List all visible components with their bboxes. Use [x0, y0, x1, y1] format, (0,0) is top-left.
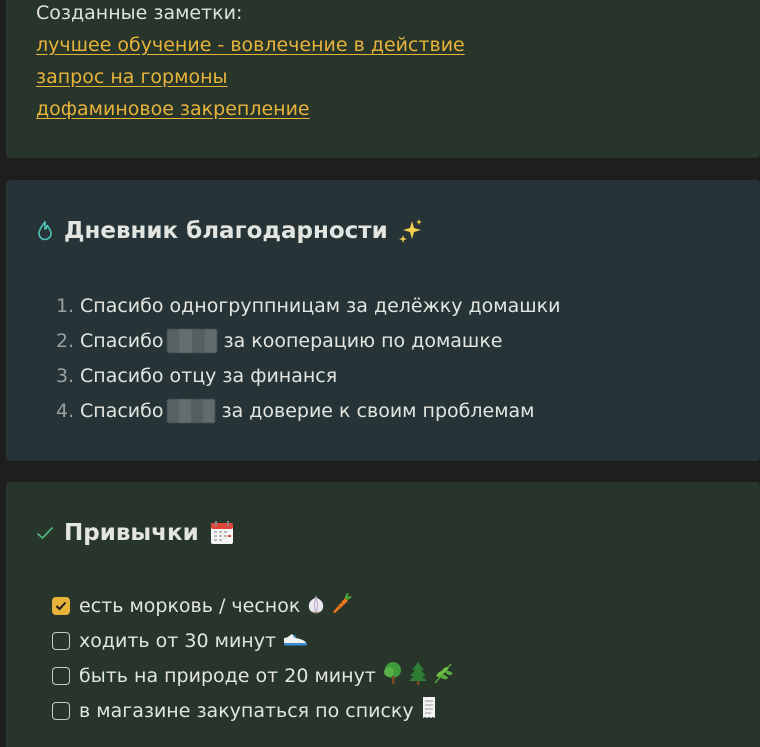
task-label: в магазине закупаться по списку: [79, 699, 414, 722]
list-text: Спасибо: [80, 329, 164, 352]
habits-heading: [34, 518, 235, 548]
redacted-name: [167, 329, 217, 353]
receipt-icon: [420, 696, 438, 725]
task-checkbox-checked[interactable]: [52, 597, 70, 615]
habits-task-list: [52, 588, 454, 728]
checkmark-icon: [34, 522, 56, 544]
herb-icon: [432, 661, 454, 690]
task-item: [52, 658, 454, 693]
task-label: быть на природе от 20 минут: [79, 664, 376, 687]
habits-heading-text: Привычки: [64, 520, 199, 546]
redacted-name: [167, 399, 215, 423]
task-item: [52, 693, 454, 728]
deciduous-tree-icon: [382, 661, 404, 690]
task-emoji-group: [306, 592, 352, 619]
water-drop-icon: [34, 220, 56, 242]
task-emoji-group: [382, 661, 454, 690]
list-number: 4.: [56, 399, 75, 422]
task-label: есть морковь / чеснок: [79, 594, 301, 617]
list-item: [56, 393, 560, 428]
habits-card: [6, 482, 760, 747]
task-emoji-group: [420, 696, 438, 725]
garlic-icon: [306, 592, 326, 619]
created-notes-card: [6, 0, 760, 158]
sneaker-icon: [282, 630, 308, 652]
list-item: [56, 323, 560, 358]
list-text: за кооперацию по домашке: [223, 329, 503, 352]
task-label: ходить от 30 минут: [79, 629, 277, 652]
list-text: за доверие к своим проблемам: [221, 399, 535, 422]
task-item: [52, 623, 454, 658]
list-text: Спасибо одногруппницам за делёжку домашки: [80, 294, 561, 317]
list-item: [56, 288, 560, 323]
created-notes-title: Созданные заметки:: [36, 2, 243, 24]
gratitude-heading: [34, 216, 424, 246]
task-checkbox[interactable]: [52, 667, 70, 685]
task-item: [52, 588, 454, 623]
list-text: Спасибо: [80, 399, 164, 422]
carrot-icon: [330, 592, 352, 619]
evergreen-tree-icon: [408, 661, 428, 690]
task-emoji-group: [282, 630, 308, 652]
sparkles-icon: [398, 218, 424, 244]
calendar-icon: [209, 520, 235, 546]
note-link-dopamine[interactable]: дофаминовое закрепление: [36, 98, 310, 120]
list-number: 1.: [56, 294, 75, 317]
task-checkbox[interactable]: [52, 632, 70, 650]
gratitude-card: [6, 180, 760, 461]
note-link-hormones[interactable]: запрос на гормоны: [36, 66, 228, 88]
list-number: 2.: [56, 329, 75, 352]
list-item: [56, 358, 560, 393]
gratitude-list: [56, 288, 560, 428]
task-checkbox[interactable]: [52, 702, 70, 720]
note-link-learning[interactable]: лучшее обучение - вовлечение в действие: [36, 34, 465, 56]
gratitude-heading-text: Дневник благодарности: [64, 218, 388, 244]
list-number: 3.: [56, 364, 75, 387]
list-text: Спасибо отцу за финанся: [80, 364, 338, 387]
